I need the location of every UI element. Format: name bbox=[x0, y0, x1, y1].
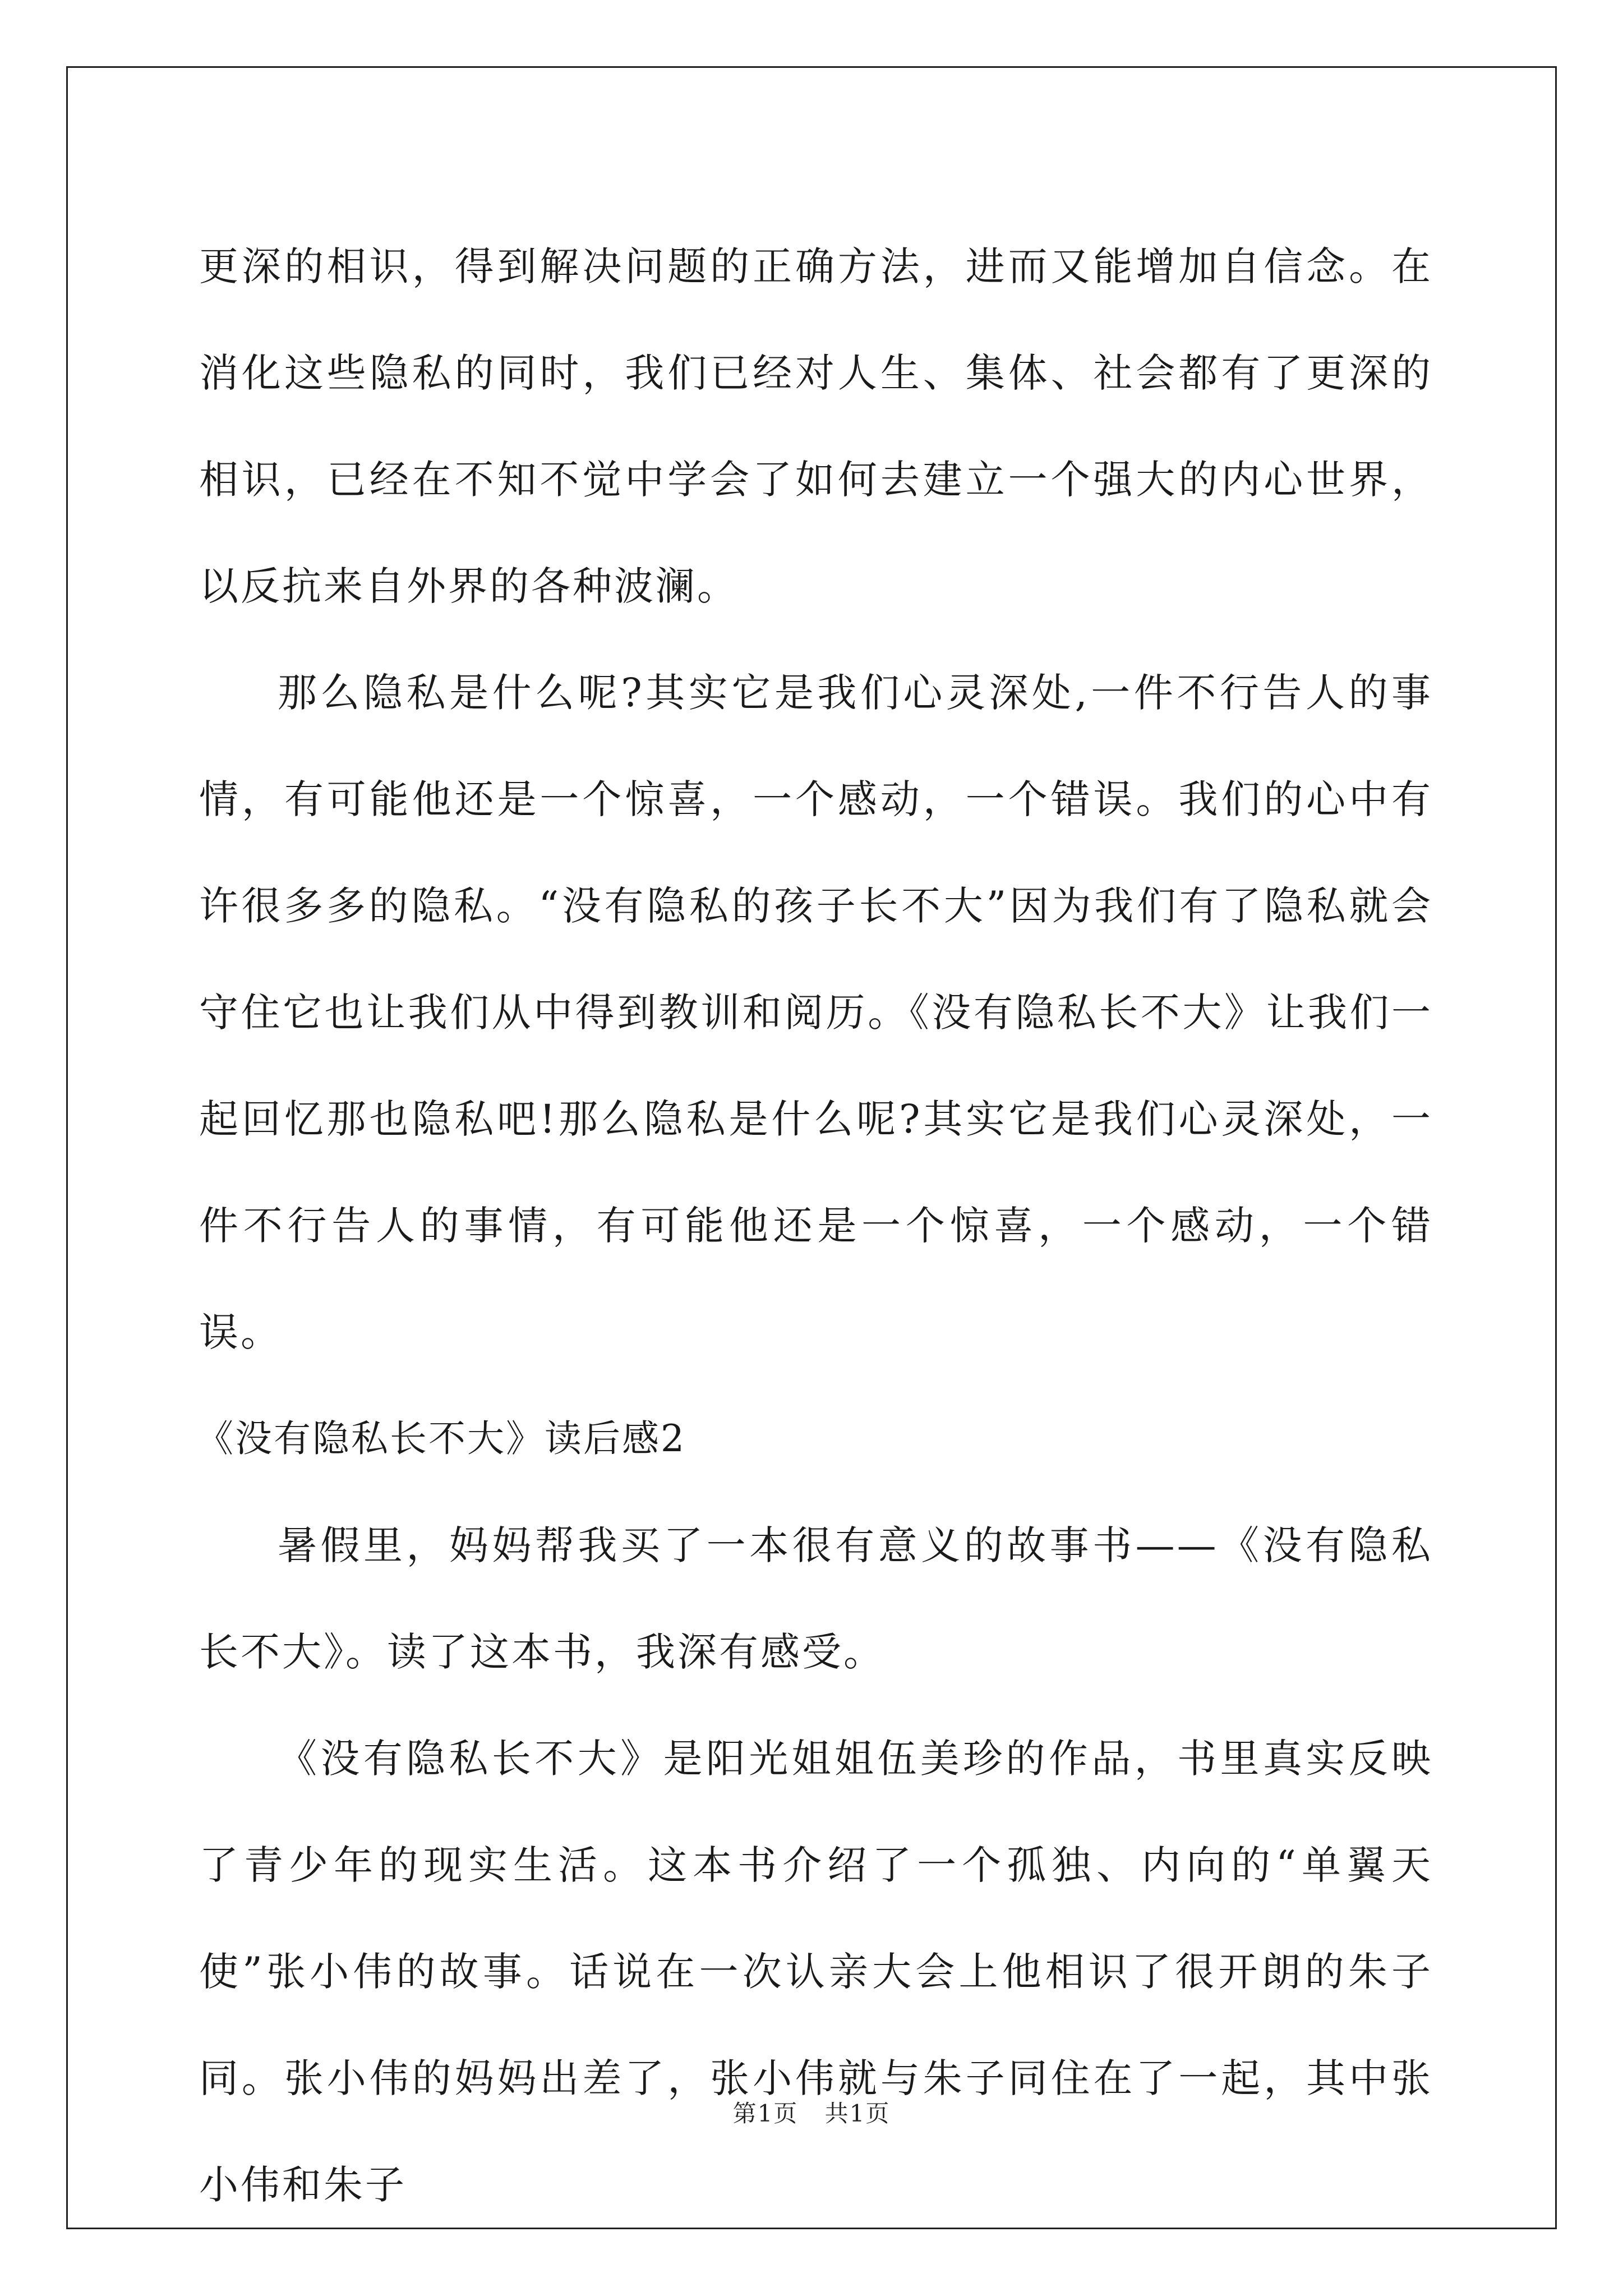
page-number: 第1页 bbox=[732, 2100, 799, 2127]
page-footer bbox=[0, 2095, 1623, 2129]
page-total: 共1页 bbox=[824, 2100, 891, 2127]
section-heading: 《没有隐私长不大》读后感2 bbox=[196, 1417, 686, 1460]
paragraph-2: 那么隐私是什么呢?其实它是我们心灵深处,一件不行告人的事情，有可能他还是一个惊喜，一个感动，一个错误。我们的心中有许很多多的隐私。“没有隐私的孩子长不大”因为我们有了隐私就会守住它也让我们从中得到教训和阅历。《没有隐私长不大》让我们一起回忆那也隐私吧!那么隐私是什么呢?其实它是我们心灵深处，一件不行告人的事情，有可能他还是一个惊喜，一个感动，一个错误。 bbox=[199, 670, 1433, 1355]
document-body bbox=[196, 213, 1433, 2238]
paragraph-3: 暑假里，妈妈帮我买了一本很有意义的故事书——《没有隐私长不大》。读了这本书，我深有感受。 bbox=[199, 1522, 1433, 1675]
paragraph-1: 更深的相识，得到解决问题的正确方法，进而又能增加自信念。在消化这些隐私的同时，我们已经对人生、集体、社会都有了更深的相识，已经在不知不觉中学会了如何去建立一个强大的内心世界，以反抗来自外界的各种波澜。 bbox=[199, 243, 1433, 609]
paragraph-4: 《没有隐私长不大》是阳光姐姐伍美珍的作品，书里真实反映了青少年的现实生活。这本书介绍了一个孤独、内向的“单翼天使”张小伟的故事。话说在一次认亲大会上他相识了很开朗的朱子同。张小伟的妈妈出差了，张小伟就与朱子同住在了一起，其中张小伟和朱子 bbox=[199, 1736, 1433, 2208]
